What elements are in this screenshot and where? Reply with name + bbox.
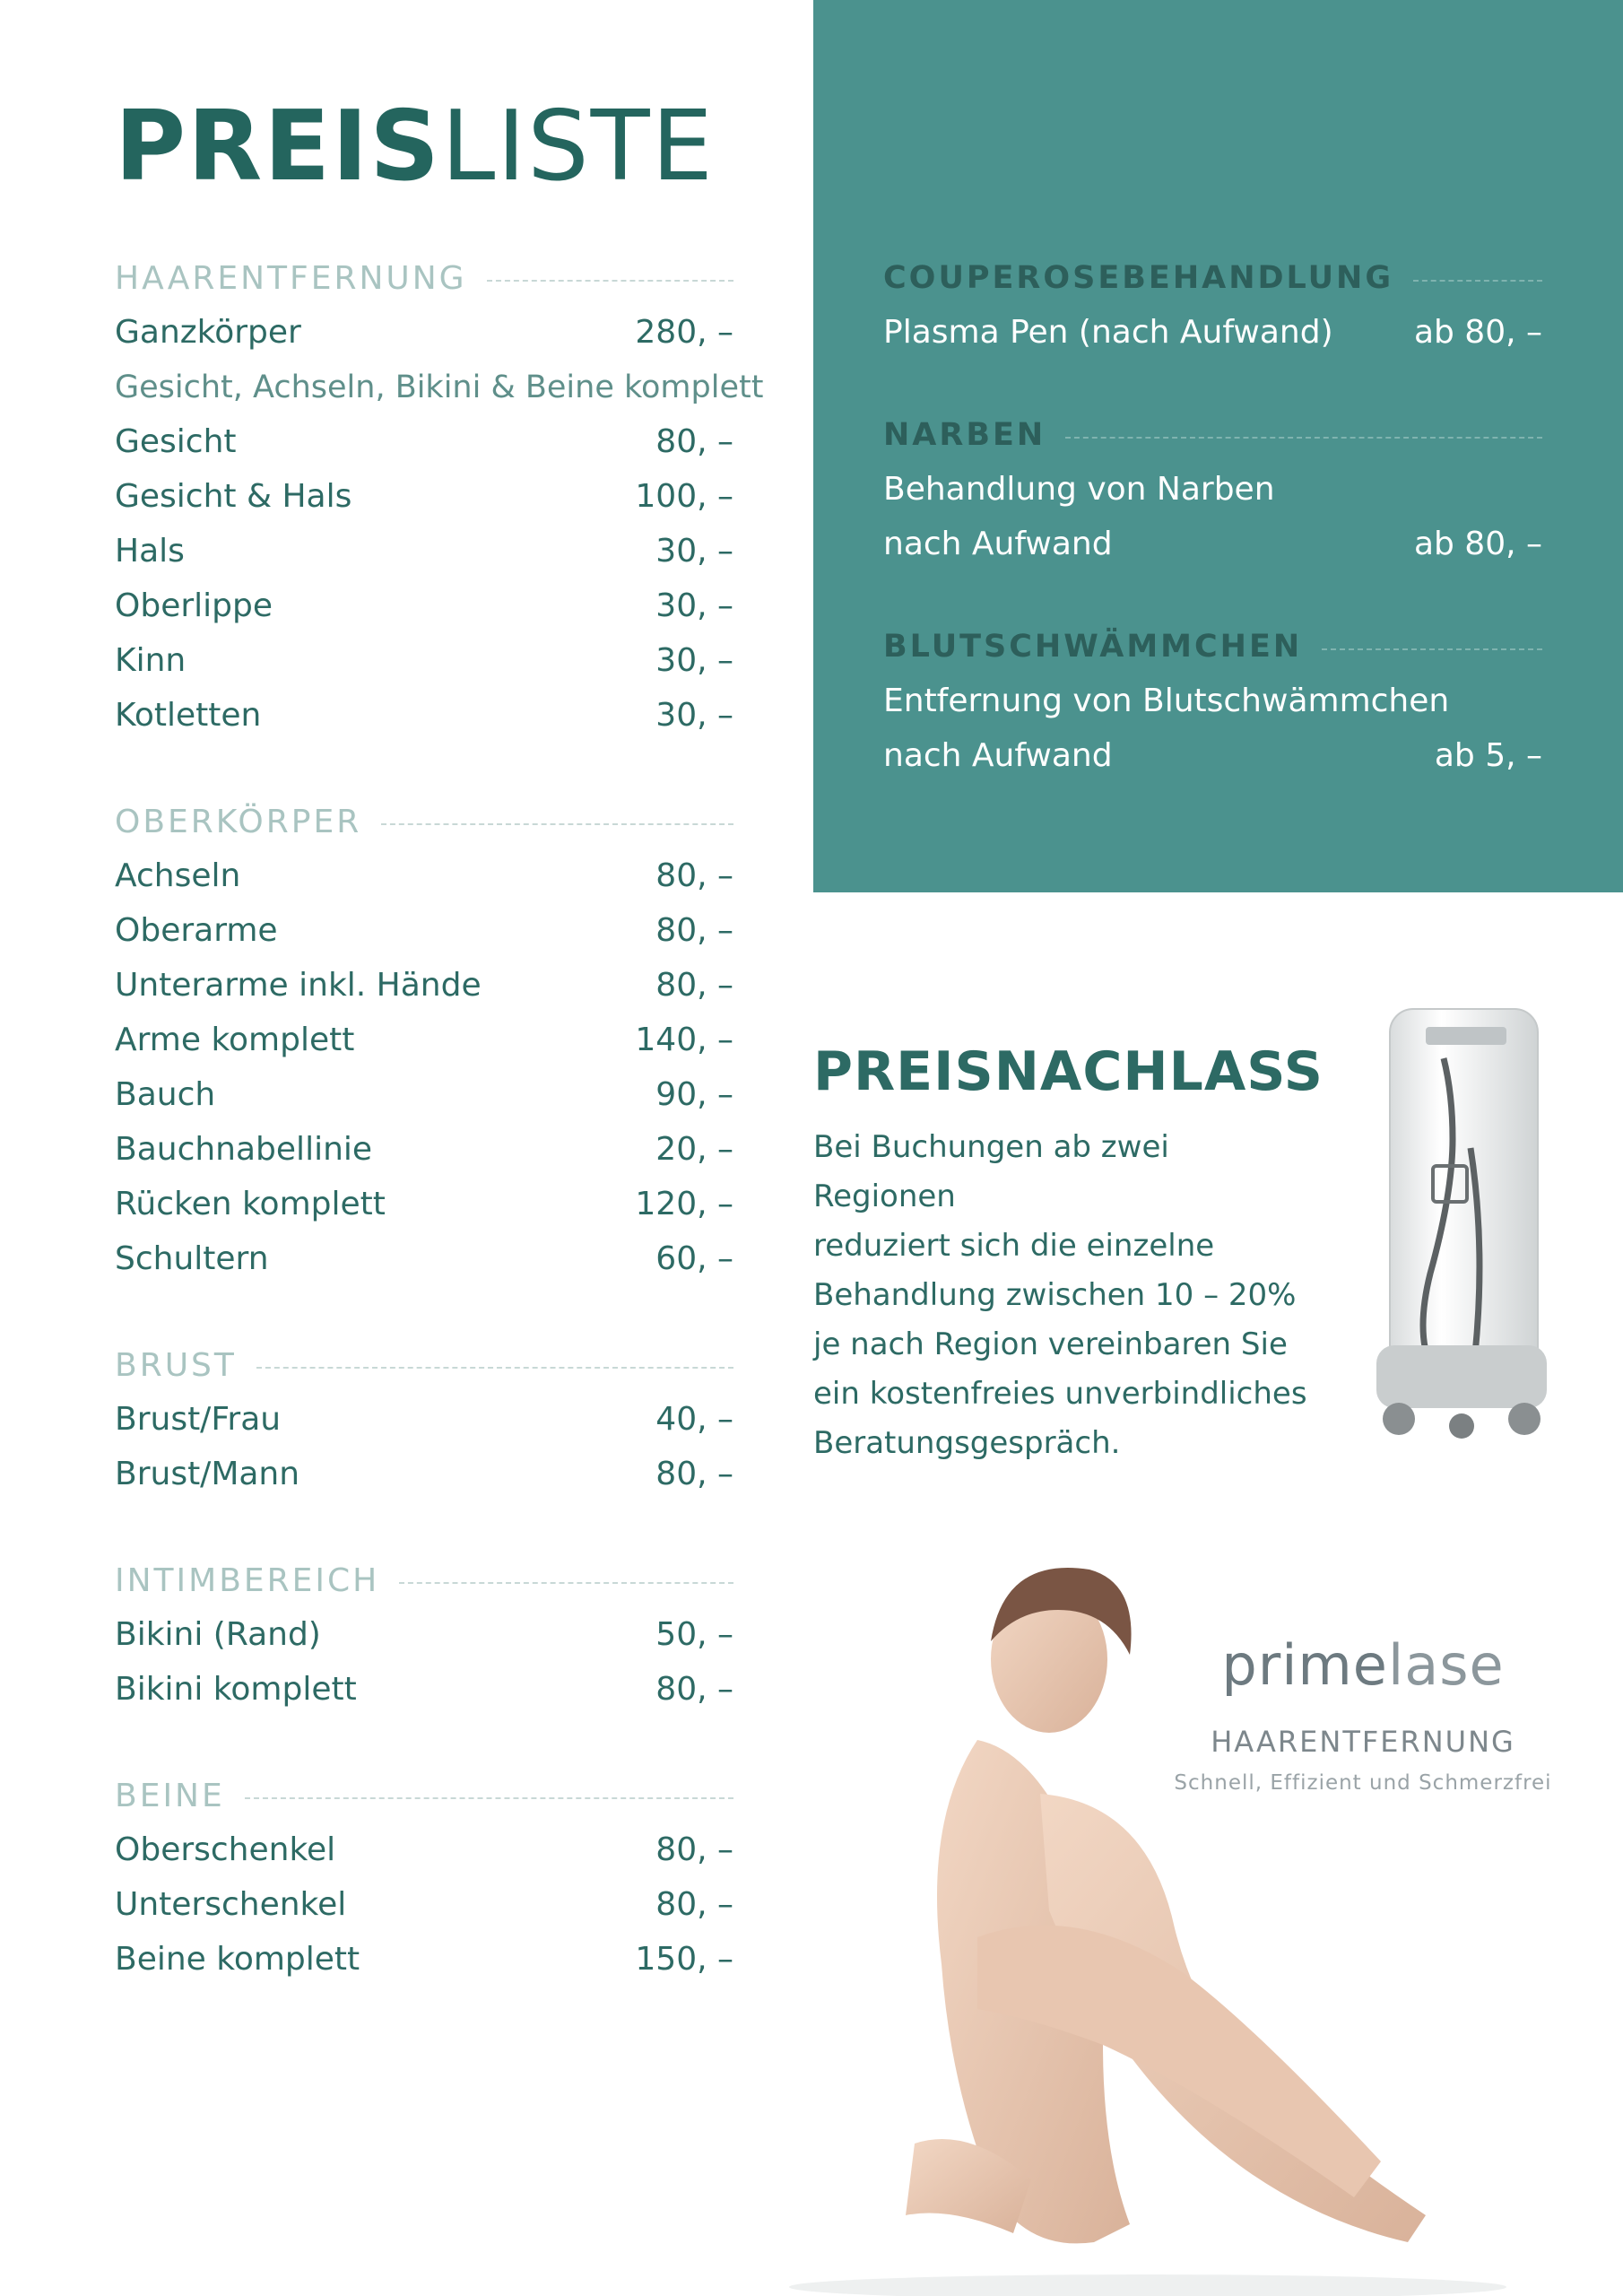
price-label: Brust/Frau [115,1401,282,1438]
divider-line [399,1582,733,1584]
section-title: NARBEN [883,417,1046,453]
price-value: 80, – [655,1831,733,1868]
price-label: Gesicht [115,423,237,460]
price-row [115,903,733,958]
section-header [883,408,1542,462]
price-section [883,620,1542,783]
price-value: 30, – [655,533,733,570]
section-title: BLUTSCHWÄMMCHEN [883,629,1303,665]
price-value: 120, – [635,1186,733,1222]
price-label: Schultern [115,1240,269,1277]
price-value: 80, – [655,423,733,460]
price-row [115,958,733,1013]
price-value: ab 80, – [1413,314,1542,351]
price-label: Unterarme inkl. Hände [115,967,482,1004]
price-row [115,305,733,360]
price-row [115,1932,733,1987]
price-value: 50, – [655,1616,733,1653]
section-title: BEINE [115,1777,225,1814]
section-header [115,1553,733,1607]
price-label: Kinn [115,642,187,679]
price-value: 60, – [655,1240,733,1277]
discount-line: ein kostenfreies unverbindliches [813,1376,1307,1412]
price-value: 80, – [655,1886,733,1923]
section-header [115,1338,733,1392]
discount-line: Bei Buchungen ab zwei Regionen [813,1129,1169,1214]
price-label: Brust/Mann [115,1456,300,1492]
price-label: Beine komplett [115,1941,360,1978]
price-section [883,251,1542,360]
price-label: Entfernung von Blutschwämmchen [883,683,1450,719]
price-list-right [883,251,1542,831]
price-label: Bauchnabellinie [115,1131,373,1168]
price-label: Bikini komplett [115,1671,357,1708]
price-value: 150, – [635,1941,733,1978]
price-value: ab 80, – [1413,526,1542,562]
price-label: Hals [115,533,185,570]
teal-panel [813,0,1623,892]
section-title: HAARENTFERNUNG [115,259,467,297]
price-row [115,469,733,524]
discount-line: je nach Region vereinbaren Sie [813,1326,1288,1362]
price-label: nach Aufwand [883,526,1113,562]
price-row [115,1122,733,1177]
section-header [115,795,733,848]
price-label: Unterschenkel [115,1886,347,1923]
divider-line [1413,280,1542,282]
price-row [115,1231,733,1286]
divider-line [381,823,733,825]
price-value: 30, – [655,642,733,679]
page-title: PREISLISTE [115,91,715,203]
price-section [883,408,1542,571]
price-label: Plasma Pen (nach Aufwand) [883,314,1333,351]
price-label: Oberlippe [115,587,273,624]
price-list-left [115,251,764,2039]
price-section [115,795,733,1286]
price-label: Bikini (Rand) [115,1616,321,1653]
discount-line: Beratungsgespräch. [813,1425,1121,1461]
price-value: 280, – [635,314,733,351]
price-value: 100, – [635,478,733,515]
discount-line: Behandlung zwischen 10 – 20% [813,1277,1297,1313]
section-title: COUPEROSEBEHANDLUNG [883,260,1394,296]
price-value: 80, – [655,967,733,1004]
price-value: 90, – [655,1076,733,1113]
section-header [883,620,1542,674]
price-row [115,1877,733,1932]
section-header [115,251,733,305]
price-value: 20, – [655,1131,733,1168]
discount-text [813,1123,1315,1468]
price-section [115,1769,733,1987]
price-row [115,1662,733,1717]
price-section [115,1553,733,1717]
price-label: Rücken komplett [115,1186,386,1222]
discount-title: PREISNACHLASS [813,1040,1324,1103]
price-row [115,578,733,633]
price-row [115,524,733,578]
price-value: 40, – [655,1401,733,1438]
price-row [115,633,733,688]
brand-logo: primelase [1221,1632,1505,1698]
price-label: Ganzkörper [115,314,301,351]
price-row [115,1822,733,1877]
price-label: Behandlung von Narben [883,471,1275,508]
price-label: Achseln [115,857,241,894]
price-row [115,1447,733,1501]
price-value: ab 5, – [1434,737,1542,774]
price-value: 80, – [655,912,733,949]
price-row [115,414,733,469]
price-value: 140, – [635,1022,733,1058]
price-value: 30, – [655,697,733,734]
price-row [115,1177,733,1231]
price-label: Gesicht & Hals [115,478,352,515]
brand-block [1157,1632,1569,1795]
price-value: 80, – [655,857,733,894]
price-row [115,1607,733,1662]
price-row [115,1067,733,1122]
section-title: BRUST [115,1346,237,1384]
price-row [883,674,1542,728]
price-row [115,848,733,903]
price-value: 80, – [655,1456,733,1492]
price-row [115,688,733,743]
discount-section [813,1040,1324,1468]
price-label: nach Aufwand [883,737,1113,774]
divider-line [256,1367,733,1369]
section-header [115,1769,733,1822]
divider-line [245,1797,733,1799]
price-row [115,1013,733,1067]
laser-device-image [1363,1004,1560,1453]
price-label: Kotletten [115,697,262,734]
price-row [883,728,1542,783]
price-value: 80, – [655,1671,733,1708]
brand-subline: Schnell, Effizient und Schmerzfrei [1174,1771,1552,1795]
section-title: INTIMBEREICH [115,1561,380,1599]
price-label: Oberschenkel [115,1831,336,1868]
price-row [883,462,1542,517]
price-label: Bauch [115,1076,216,1113]
price-value: 30, – [655,587,733,624]
price-section [115,1338,733,1501]
price-label: Arme komplett [115,1022,355,1058]
price-row [883,305,1542,360]
price-section [115,251,764,743]
divider-line [1065,437,1542,439]
divider-line [487,280,733,282]
brand-tagline: HAARENTFERNUNG [1211,1725,1515,1759]
price-row [883,517,1542,571]
price-note: Gesicht, Achseln, Bikini & Beine komplett [115,369,764,405]
price-row [115,1392,733,1447]
section-header [883,251,1542,305]
divider-line [1322,648,1542,650]
discount-line: reduziert sich die einzelne [813,1228,1215,1264]
price-label: Oberarme [115,912,278,949]
section-title: OBERKÖRPER [115,803,362,840]
